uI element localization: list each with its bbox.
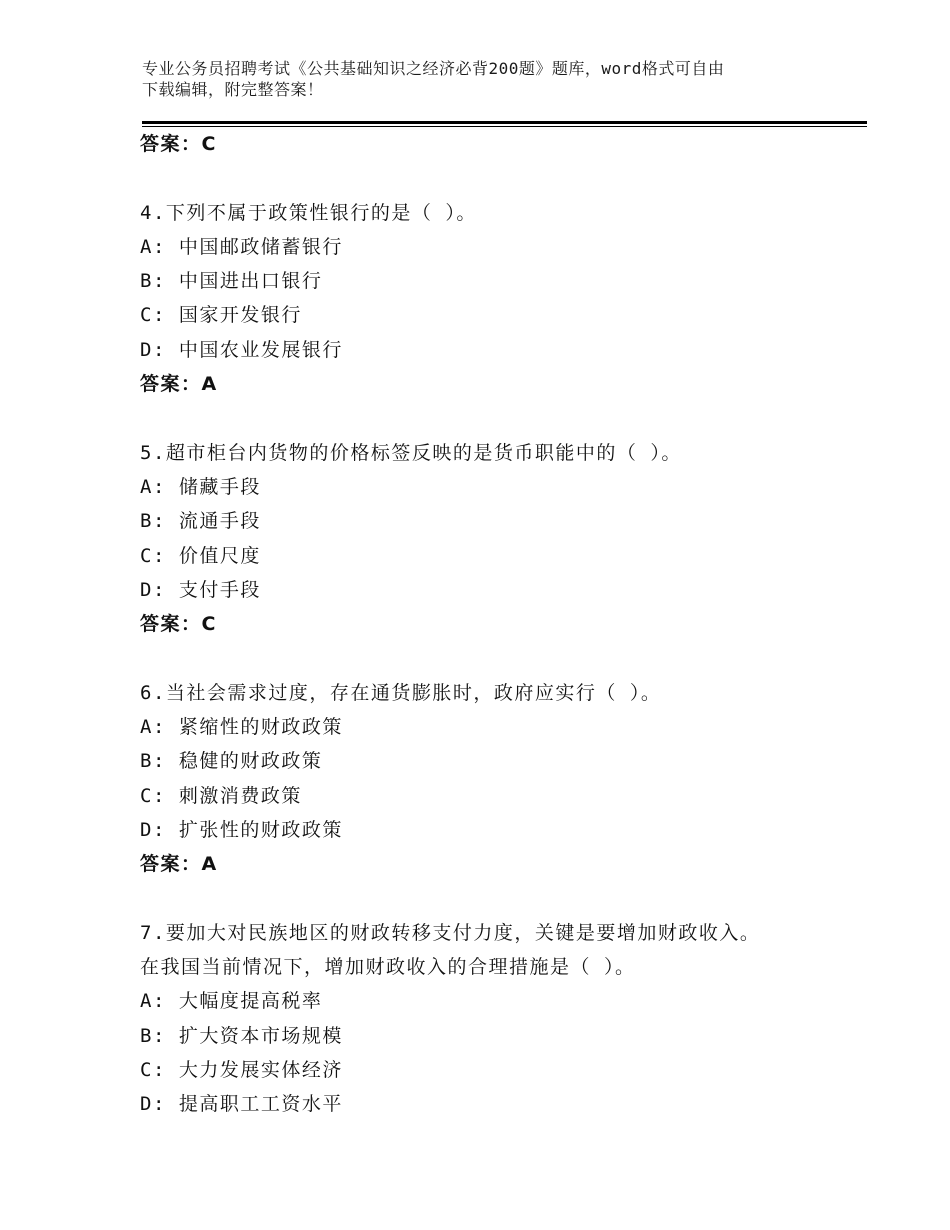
option-d: D: 扩张性的财政政策 — [140, 818, 343, 841]
option-b: B: 稳健的财政政策 — [140, 750, 323, 773]
header-line-1: 专业公务员招聘考试《公共基础知识之经济必背200题》题库，word格式可自由 — [142, 59, 725, 78]
spacer — [140, 401, 860, 435]
option-d: D: 中国农业发展银行 — [140, 338, 343, 361]
option-c: C: 国家开发银行 — [140, 304, 302, 327]
answer-line: 答案：C — [140, 613, 217, 636]
option-a: A: 大幅度提高税率 — [140, 990, 323, 1013]
option-a: A: 紧缩性的财政政策 — [140, 716, 343, 739]
option-a: A: 储藏手段 — [140, 475, 261, 498]
question-stem: 7.要加大对民族地区的财政转移支付力度，关键是要增加财政收入。 — [140, 921, 761, 944]
question-4 — [140, 196, 860, 402]
header-divider-thick — [142, 121, 867, 124]
spacer — [140, 161, 860, 195]
option-b: B: 中国进出口银行 — [140, 270, 323, 293]
question-stem: 4.下列不属于政策性银行的是（ ）。 — [140, 201, 477, 224]
option-c: C: 价值尺度 — [140, 544, 261, 567]
question-5 — [140, 436, 860, 642]
option-b: B: 流通手段 — [140, 510, 261, 533]
answer-line: 答案：C — [140, 133, 217, 155]
question-stem-continued: 在我国当前情况下，增加财政收入的合理措施是（ ）。 — [140, 956, 636, 979]
option-b: B: 扩大资本市场规模 — [140, 1024, 343, 1047]
document-header — [142, 58, 822, 100]
option-d: D: 提高职工工资水平 — [140, 1093, 343, 1116]
question-stem: 5.超市柜台内货物的价格标签反映的是货币职能中的（ ）。 — [140, 441, 682, 464]
header-line-2: 下载编辑，附完整答案！ — [142, 80, 324, 99]
option-c: C: 大力发展实体经济 — [140, 1059, 343, 1082]
question-stem: 6.当社会需求过度，存在通货膨胀时，政府应实行（ ）。 — [140, 681, 662, 704]
option-c: C: 刺激消费政策 — [140, 784, 302, 807]
spacer — [140, 882, 860, 916]
question-6 — [140, 676, 860, 882]
option-d: D: 支付手段 — [140, 578, 261, 601]
answer-line: 答案：A — [140, 853, 218, 876]
option-a: A: 中国邮政储蓄银行 — [140, 235, 343, 258]
spacer — [140, 641, 860, 675]
answer-line: 答案：A — [140, 373, 218, 396]
question-content — [140, 127, 860, 1122]
question-7 — [140, 916, 860, 1122]
